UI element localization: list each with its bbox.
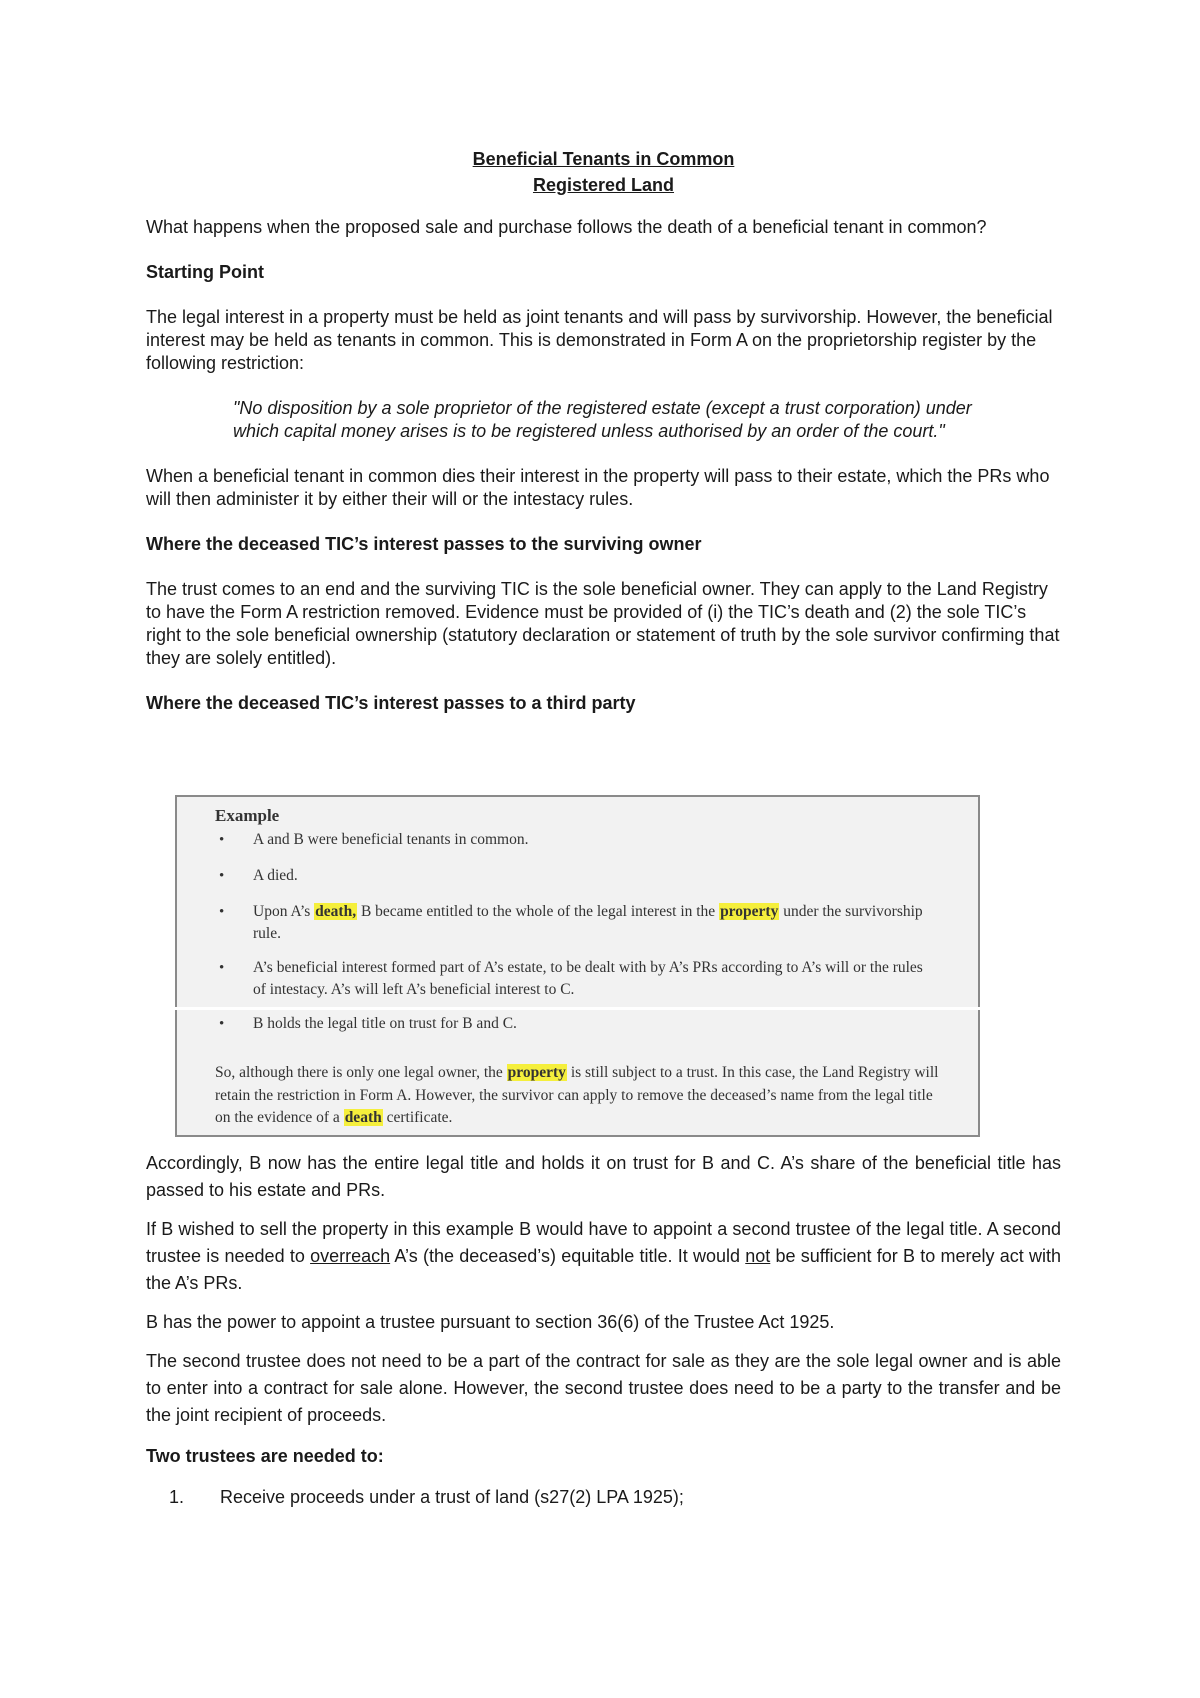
heading-third-party: Where the deceased TIC’s interest passes to a third party xyxy=(146,693,636,713)
trustee-act-paragraph: B has the power to appoint a trustee pursuant to section 36(6) of the Trustee Act 1925. xyxy=(146,1312,835,1332)
summary-text-mid: is still subject to a trust. In this case, the Land Registry will retain the restriction in Form A. However, the survivor can apply to remove the deceased’s name from the legal title on the evidence of a xyxy=(215,1064,939,1126)
list-item xyxy=(146,1486,1061,1509)
list-item-text: Receive proceeds under a trust of land (s27(2) LPA 1925); xyxy=(220,1487,684,1507)
highlight-property: property xyxy=(507,1064,566,1081)
document-body-continued xyxy=(146,1150,1061,1509)
example-bullet-1: • A and B were beneficial tenants in common. xyxy=(215,829,935,851)
heading-starting-point: Starting Point xyxy=(146,262,264,282)
accordingly-paragraph: Accordingly, B now has the entire legal title and holds it on trust for B and C. A’s share of the beneficial title has passed to his estate and PRs. xyxy=(146,1153,1061,1200)
p2-text-post: be sufficient for B to merely act with the A’s PRs. xyxy=(146,1246,1062,1293)
surviving-owner-paragraph: The trust comes to an end and the surviving TIC is the sole beneficial owner. They can apply to the Land Registry to have the Form A restriction removed. Evidence must be provided of (i) the TIC’s death and (2) the sole TIC’s right to the sole beneficial ownership (statutory declaration or statement of truth by the sole survivor confirming that they are solely entitled). xyxy=(146,579,1060,668)
underlined-not: not xyxy=(745,1246,771,1266)
two-trustees-list xyxy=(146,1486,1061,1509)
highlight-death: death xyxy=(344,1109,382,1126)
document-body xyxy=(146,146,1061,715)
example-bullet-5: • B holds the legal title on trust for B and C. xyxy=(215,1013,935,1035)
summary-text-pre: So, although there is only one legal owner, the xyxy=(215,1064,507,1081)
bullet-3-text-mid: B became entitled to the whole of the legal interest in the xyxy=(357,903,720,920)
bullet-3-text-post: under the survivorship rule. xyxy=(253,903,923,942)
example-box xyxy=(175,795,980,1137)
example-bullet-4: • A’s beneficial interest formed part of A’s estate, to be dealt with by A’s PRs according to A’s will or the rules of intestacy. A’s will left A’s beneficial interest to C. xyxy=(215,957,935,1001)
form-a-restriction-quote: "No disposition by a sole proprietor of the registered estate (except a trust corporation) under which capital money arises is to be registered unless authorised by an order of the court." xyxy=(233,398,972,441)
list-item-number: 1. xyxy=(168,1487,184,1507)
example-bullet-2: • A died. xyxy=(215,865,935,887)
highlight-death: death, xyxy=(315,903,357,920)
highlight-property: property xyxy=(720,903,779,920)
starting-point-paragraph: The legal interest in a property must be held as joint tenants and will pass by survivorship. However, the beneficial interest may be held as tenants in common. This is demonstrated in Form A on the proprietorship register by the following restriction: xyxy=(146,307,1053,373)
second-trustee-paragraph xyxy=(146,1216,1061,1297)
example-list xyxy=(215,829,935,1049)
p2-text-pre: If B wished to sell the property in this example B would have to appoint a second trustee of the legal title. A second trustee is needed to xyxy=(146,1219,1061,1266)
intro-paragraph: What happens when the proposed sale and purchase follows the death of a beneficial tenant in common? xyxy=(146,217,987,237)
example-summary xyxy=(215,1062,945,1130)
heading-surviving-owner: Where the deceased TIC’s interest passes to the surviving owner xyxy=(146,534,702,554)
summary-text-post: certificate. xyxy=(382,1109,453,1126)
bullet-3-text-pre: Upon A’s xyxy=(253,903,315,920)
contract-for-sale-paragraph: The second trustee does not need to be a part of the contract for sale as they are the sole legal owner and is able to enter into a contract for sale alone. However, the second trustee does need to be a party to the transfer and be the joint recipient of proceeds. xyxy=(146,1351,1061,1425)
example-bullet-3 xyxy=(215,901,935,945)
after-quote-paragraph: When a beneficial tenant in common dies their interest in the property will pass to their estate, which the PRs who will then administer it by either their will or the intestacy rules. xyxy=(146,466,1050,509)
title-line-2: Registered Land xyxy=(532,175,675,195)
title-line-1: Beneficial Tenants in Common xyxy=(472,149,735,169)
example-title: Example xyxy=(215,806,280,825)
heading-two-trustees: Two trustees are needed to: xyxy=(146,1446,384,1466)
underlined-overreach: overreach xyxy=(310,1246,391,1266)
p2-text-mid: A’s (the deceased’s) equitable title. It would xyxy=(390,1246,746,1266)
